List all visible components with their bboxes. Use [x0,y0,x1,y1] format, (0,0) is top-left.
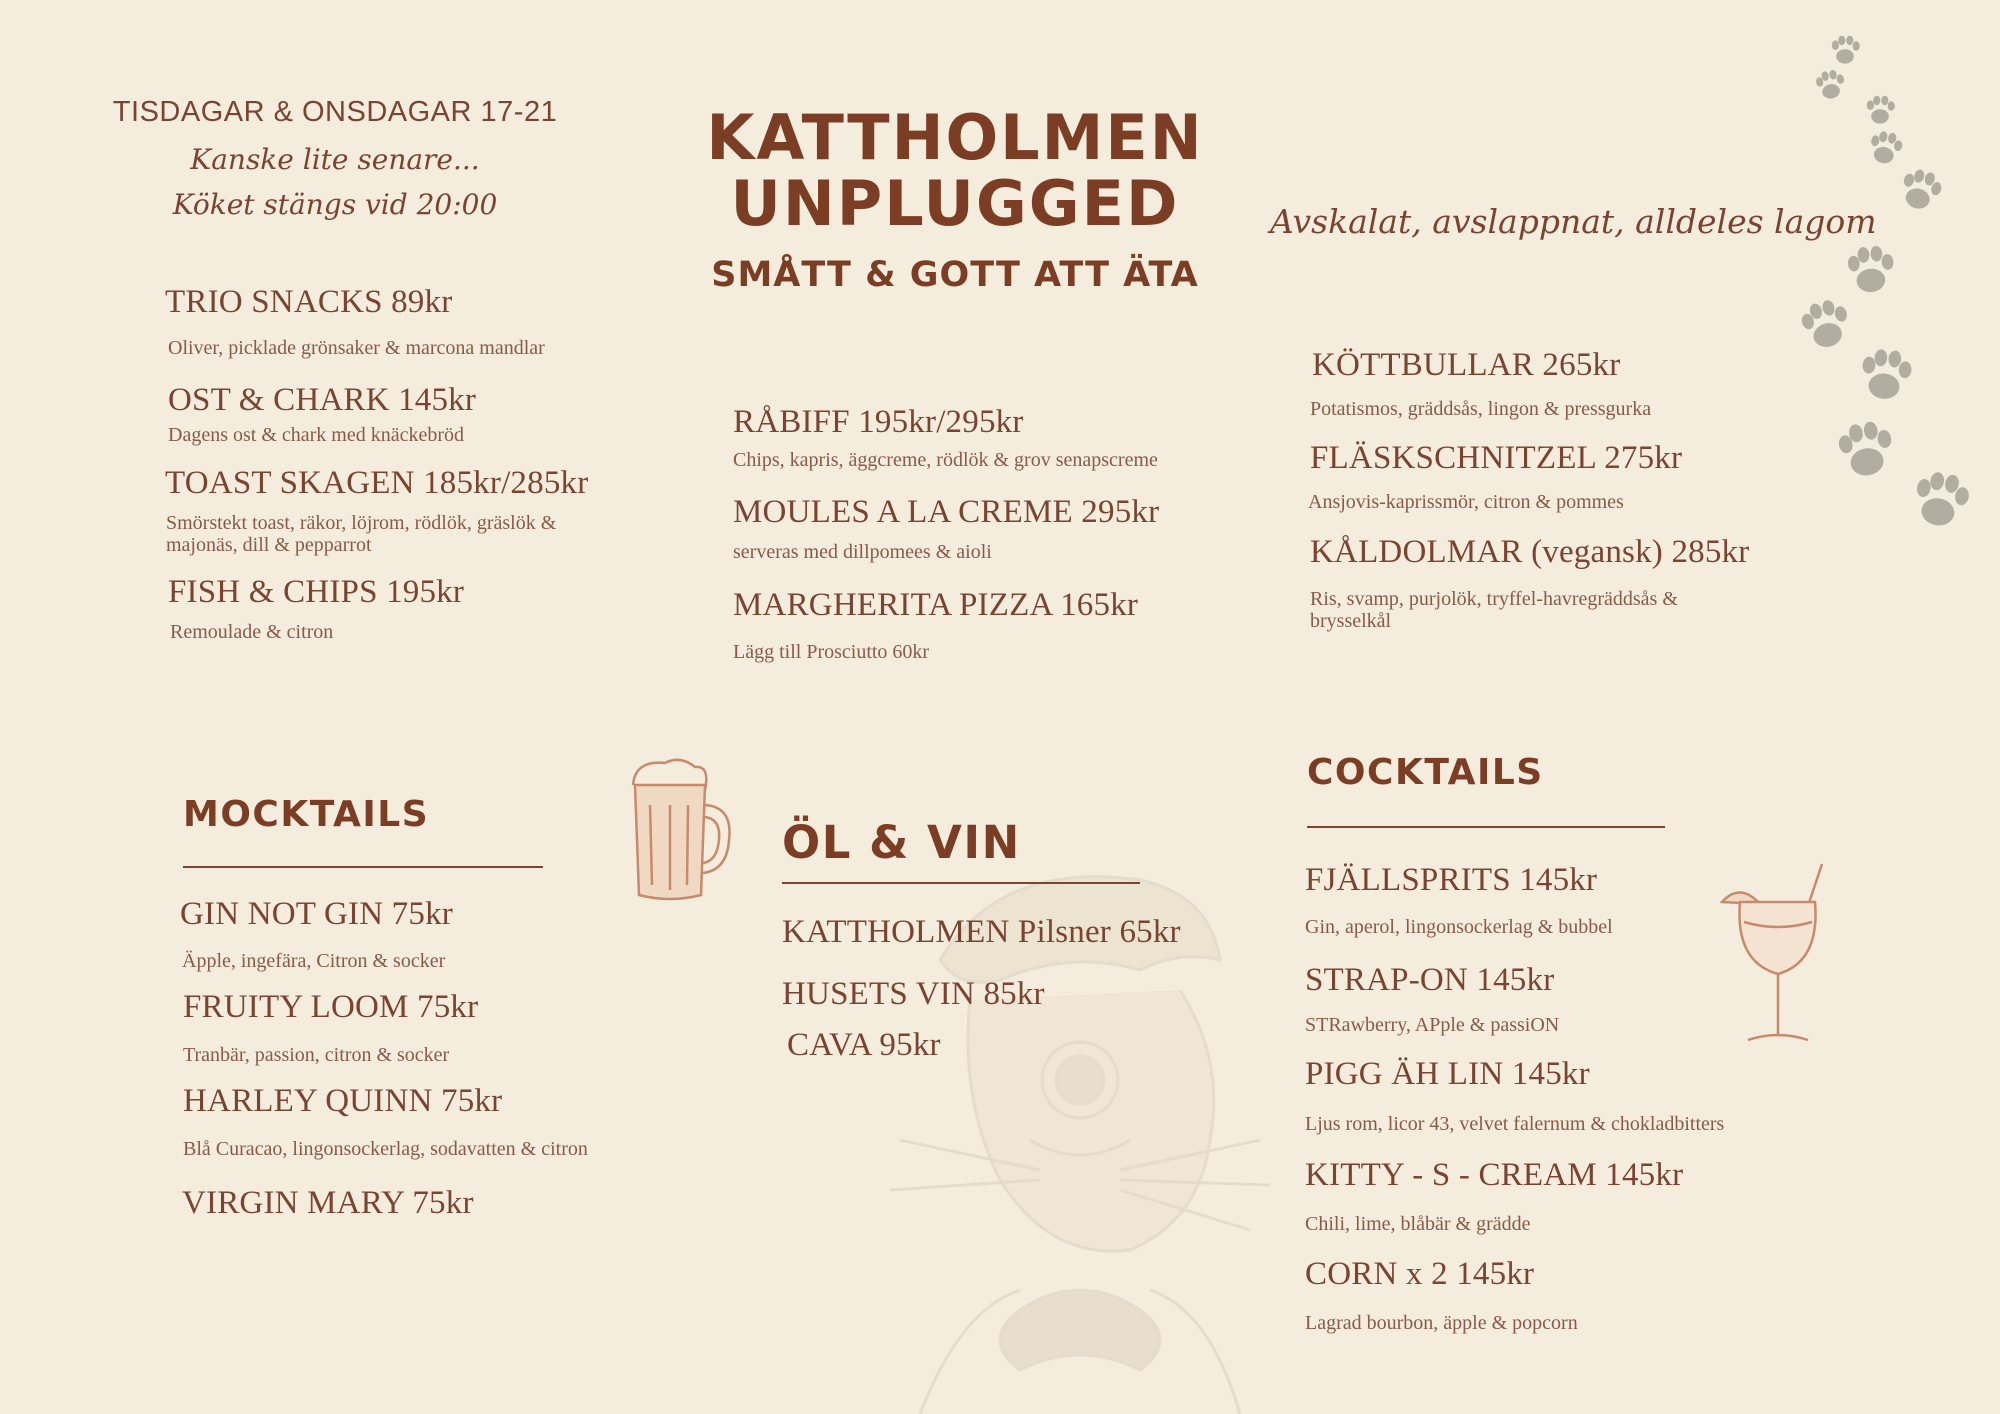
mocktail-desc: Tranbär, passion, citron & socker [183,1044,450,1066]
cocktail-name: FJÄLLSPRITS 145kr [1305,862,1598,898]
menu-subtitle: SMÅTT & GOTT ATT ÄTA [711,255,1199,295]
food-item-desc: Smörstekt toast, räkor, löjrom, rödlök, gräslök & majonäs, dill & pepparrot [166,512,557,556]
food-item-name: KÖTTBULLAR 265kr [1312,347,1621,383]
mocktails-heading: MOCKTAILS [183,794,430,835]
cocktails-divider [1307,826,1665,828]
cocktail-desc: Gin, aperol, lingonsockerlag & bubbel [1305,916,1613,938]
food-item-desc: Remoulade & citron [170,621,334,643]
cocktail-desc: Ljus rom, licor 43, velvet falernum & chokladbitters [1305,1113,1725,1135]
food-item-desc: serveras med dillpomees & aioli [733,541,992,563]
food-item-name: TRIO SNACKS 89kr [165,284,453,320]
opening-days: TISDAGAR & ONSDAGAR 17-21 [112,96,558,128]
cocktail-glass-illustration [1720,862,1835,1052]
menu-title-line1: KATTHOLMEN [706,101,1204,174]
food-item-desc: Chips, kapris, äggcreme, rödlök & grov senapscreme [733,449,1158,471]
food-item-desc: Oliver, picklade grönsaker & marcona mandlar [168,337,545,359]
food-item-desc: Lägg till Prosciutto 60kr [733,641,930,663]
menu-title-line2: UNPLUGGED [730,167,1180,240]
drink-name: CAVA 95kr [787,1027,941,1063]
menu-title-block [690,101,1220,295]
opening-hours-block [110,96,560,221]
ol-vin-divider [782,882,1140,884]
food-item-desc: Potatismos, gräddsås, lingon & pressgurka [1310,398,1652,420]
mocktail-desc: Blå Curacao, lingonsockerlag, sodavatten & citron [183,1138,588,1160]
cocktail-name: STRAP-ON 145kr [1305,962,1555,998]
tagline: Avskalat, avslappnat, alldeles lagom [1270,202,1877,241]
food-item-name: FISH & CHIPS 195kr [168,574,465,610]
mocktails-divider [183,866,543,868]
food-item-desc: Dagens ost & chark med knäckebröd [168,424,465,446]
mocktail-desc: Äpple, ingefära, Citron & socker [182,950,446,972]
cocktail-name: CORN x 2 145kr [1305,1256,1535,1292]
paw-prints [1780,20,2000,580]
cocktail-desc: Lagrad bourbon, äpple & popcorn [1305,1312,1578,1334]
food-item-desc: Ris, svamp, purjolök, tryffel-havregräddsås & brysselkål [1310,588,1678,632]
mocktail-name: GIN NOT GIN 75kr [180,896,453,932]
food-item-name: TOAST SKAGEN 185kr/285kr [165,465,589,501]
cocktail-name: PIGG ÄH LIN 145kr [1305,1056,1590,1092]
mocktail-name: VIRGIN MARY 75kr [182,1185,474,1221]
cocktail-name: KITTY - S - CREAM 145kr [1305,1157,1684,1193]
food-item-name: FLÄSKSCHNITZEL 275kr [1310,440,1683,476]
cocktail-desc: Chili, lime, blåbär & grädde [1305,1213,1531,1235]
drink-name: HUSETS VIN 85kr [782,976,1045,1012]
food-item-name: MARGHERITA PIZZA 165kr [733,587,1139,623]
ol-vin-heading: ÖL & VIN [782,816,1021,869]
food-item-name: MOULES A LA CREME 295kr [733,494,1160,530]
mocktail-name: HARLEY QUINN 75kr [183,1083,503,1119]
cocktails-heading: COCKTAILS [1307,752,1544,793]
beer-mug-illustration [625,755,735,905]
kitchen-closing-note: Köket stängs vid 20:00 [172,188,498,221]
food-item-name: RÅBIFF 195kr/295kr [733,404,1024,440]
food-item-name: OST & CHARK 145kr [168,382,477,418]
food-item-desc: Ansjovis-kaprissmör, citron & pommes [1308,491,1624,513]
drink-name: KATTHOLMEN Pilsner 65kr [782,914,1181,950]
mocktail-name: FRUITY LOOM 75kr [183,989,479,1025]
food-item-name: KÅLDOLMAR (vegansk) 285kr [1310,534,1750,570]
hours-note: Kanske lite senare... [190,143,480,176]
cocktail-desc: STRawberry, APple & passiON [1305,1014,1560,1036]
